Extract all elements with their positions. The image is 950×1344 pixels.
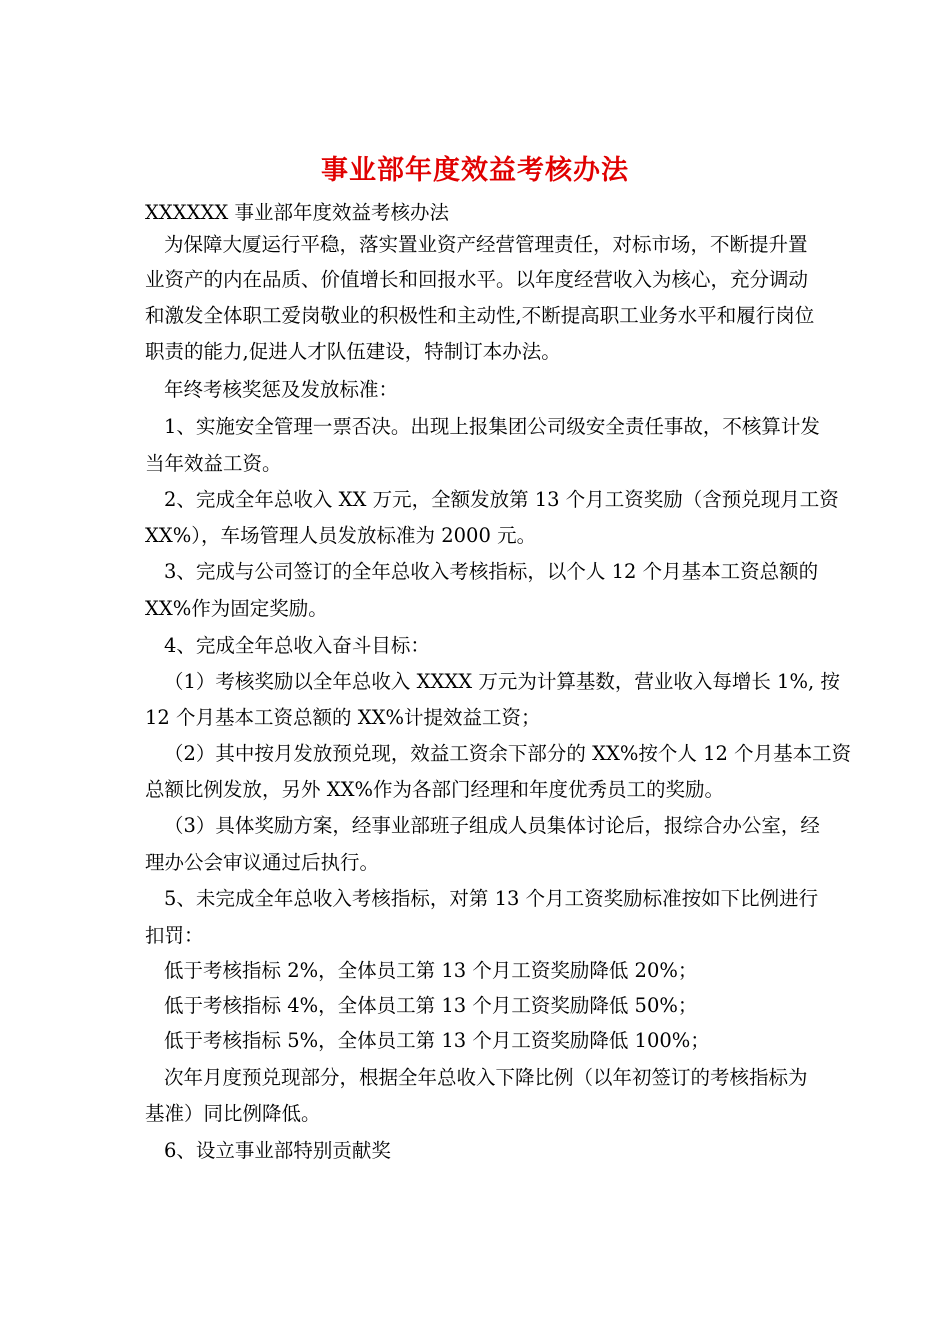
subtitle-line: XXXXXX 事业部年度效益考核办法	[145, 201, 449, 224]
paragraph-line: XX%作为固定奖励。	[145, 597, 328, 620]
paragraph-line: 扣罚：	[145, 924, 204, 947]
paragraph-line: （1）考核奖励以全年总收入 XXXX 万元为计算基数，营业收入每增长 1%, 按	[164, 670, 840, 693]
paragraph-line: 理办公会审议通过后执行。	[145, 851, 380, 874]
paragraph-line: 次年月度预兑现部分，根据全年总收入下降比例（以年初签订的考核指标为	[164, 1066, 808, 1089]
paragraph-line: 3、完成与公司签订的全年总收入考核指标，以个人 12 个月基本工资总额的	[164, 560, 819, 583]
paragraph-line: 为保障大厦运行平稳，落实置业资产经营管理责任，对标市场，不断提升置	[164, 233, 808, 256]
document-title: 事业部年度效益考核办法	[321, 155, 629, 186]
paragraph-line: （2）其中按月发放预兑现，效益工资余下部分的 XX%按个人 12 个月基本工资	[164, 742, 852, 765]
paragraph-line: 当年效益工资。	[145, 452, 282, 475]
paragraph-line: （3）具体奖励方案，经事业部班子组成人员集体讨论后，报综合办公室，经	[164, 814, 820, 837]
paragraph-line: 12 个月基本工资总额的 XX%计提效益工资；	[145, 706, 541, 729]
paragraph-line: 2、完成全年总收入 XX 万元，全额发放第 13 个月工资奖励（含预兑现月工资	[164, 488, 839, 511]
paragraph-line: 6、设立事业部特别贡献奖	[164, 1139, 391, 1162]
paragraph-line: 1、实施安全管理一票否决。出现上报集团公司级安全责任事故，不核算计发	[164, 415, 820, 438]
paragraph-line: XX%），车场管理人员发放标准为 2000 元。	[145, 524, 537, 547]
paragraph-line: 5、未完成全年总收入考核指标，对第 13 个月工资奖励标准按如下比例进行	[164, 887, 819, 910]
paragraph-line: 业资产的内在品质、价值增长和回报水平。以年度经营收入为核心，充分调动	[145, 268, 809, 291]
paragraph-line: 和激发全体职工爱岗敬业的积极性和主动性,不断提高职工业务水平和履行岗位	[145, 304, 815, 327]
paragraph-line: 基准）同比例降低。	[145, 1102, 321, 1125]
paragraph-line: 4、完成全年总收入奋斗目标：	[164, 634, 430, 657]
paragraph-line: 低于考核指标 5%，全体员工第 13 个月工资奖励降低 100%；	[164, 1029, 710, 1052]
paragraph-line: 低于考核指标 2%，全体员工第 13 个月工资奖励降低 20%；	[164, 959, 698, 982]
section-heading: 年终考核奖惩及发放标准：	[164, 378, 399, 401]
paragraph-line: 低于考核指标 4%，全体员工第 13 个月工资奖励降低 50%；	[164, 994, 698, 1017]
paragraph-line: 总额比例发放，另外 XX%作为各部门经理和年度优秀员工的奖励。	[145, 778, 724, 801]
paragraph-line: 职责的能力,促进人才队伍建设，特制订本办法。	[145, 340, 561, 363]
